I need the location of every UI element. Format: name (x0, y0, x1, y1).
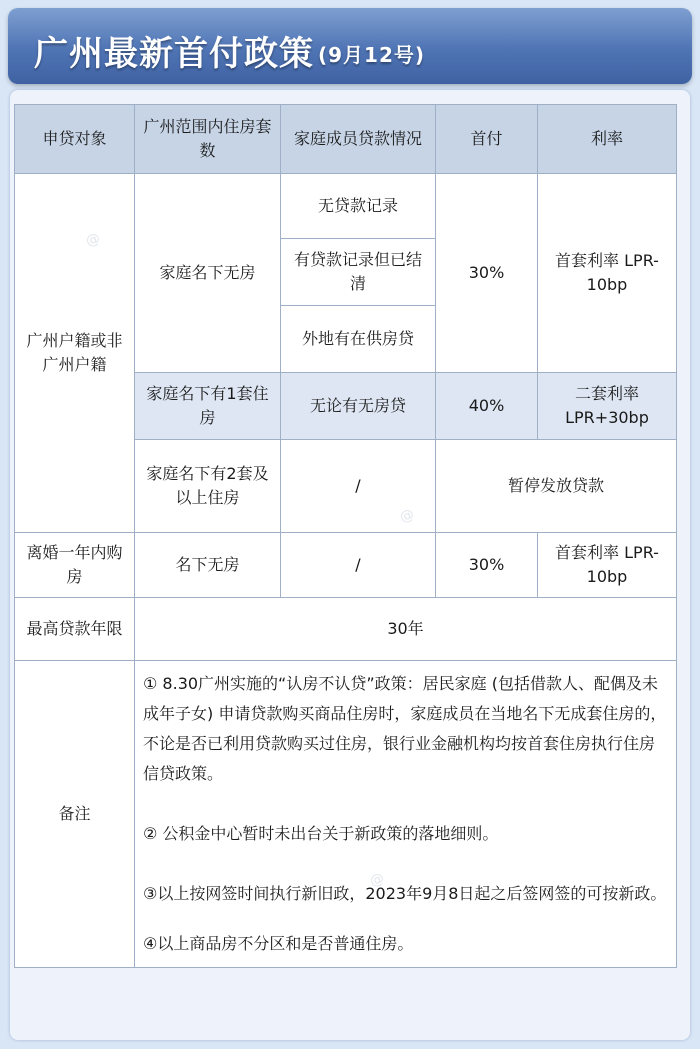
title-banner (8, 8, 692, 84)
header-down-payment: 首付 (436, 105, 538, 174)
cell-notes (135, 661, 677, 968)
page-title (34, 26, 425, 75)
cell-loan-any: 无论有无房贷 (281, 373, 436, 440)
header-rate: 利率 (538, 105, 677, 174)
header-target: 申贷对象 (15, 105, 135, 174)
cell-divorce-target: 离婚一年内购房 (15, 533, 135, 598)
cell-down-40: 40% (436, 373, 538, 440)
cell-max-term-value: 30年 (135, 598, 677, 661)
cell-rate-second: 二套利率 LPR+30bp (538, 373, 677, 440)
cell-slash: / (281, 440, 436, 533)
cell-two-houses: 家庭名下有2套及以上住房 (135, 440, 281, 533)
cell-no-house: 家庭名下无房 (135, 174, 281, 373)
table-row (15, 174, 677, 239)
cell-target-hukou: 广州户籍或非广州户籍 (15, 174, 135, 533)
cell-loan-cleared: 有贷款记录但已结清 (281, 239, 436, 306)
watermark: @ (83, 230, 103, 250)
table-row (15, 598, 677, 661)
table-row (15, 533, 677, 598)
title-text: 广州最新首付政策 (34, 34, 314, 74)
cell-loan-none: 无贷款记录 (281, 174, 436, 239)
cell-divorce-down: 30% (436, 533, 538, 598)
title-date: (9月12号) (318, 43, 426, 67)
watermark: @ (397, 506, 417, 526)
cell-loan-other-city: 外地有在供房贷 (281, 306, 436, 373)
note-1: ① 8.30广州实施的“认房不认贷”政策：居民家庭 (包括借款人、配偶及未成年子女) 申请贷款购买商品住房时，家庭成员在当地名下无成套住房的，不论是否已利用贷款购买过住房，银行业金融机构均按首套住房执行住房信贷政策。 (143, 674, 667, 783)
cell-suspended: 暂停发放贷款 (436, 440, 677, 533)
policy-table (14, 104, 677, 968)
cell-down-30: 30% (436, 174, 538, 373)
note-4: ④以上商品房不分区和是否普通住房。 (143, 934, 414, 953)
header-row (15, 105, 677, 174)
watermark: @ (367, 870, 387, 890)
cell-rate-first: 首套利率 LPR-10bp (538, 174, 677, 373)
cell-divorce-loan: / (281, 533, 436, 598)
note-3: ③以上按网签时间执行新旧政，2023年9月8日起之后签网签的可按新政。 (143, 884, 667, 903)
cell-max-term-label: 最高贷款年限 (15, 598, 135, 661)
table-row (15, 661, 677, 968)
cell-divorce-rate: 首套利率 LPR-10bp (538, 533, 677, 598)
cell-notes-label: 备注 (15, 661, 135, 968)
header-family-loan: 家庭成员贷款情况 (281, 105, 436, 174)
cell-divorce-houses: 名下无房 (135, 533, 281, 598)
cell-one-house: 家庭名下有1套住房 (135, 373, 281, 440)
note-2: ② 公积金中心暂时未出台关于新政策的落地细则。 (143, 824, 499, 843)
header-houses-count: 广州范围内住房套数 (135, 105, 281, 174)
